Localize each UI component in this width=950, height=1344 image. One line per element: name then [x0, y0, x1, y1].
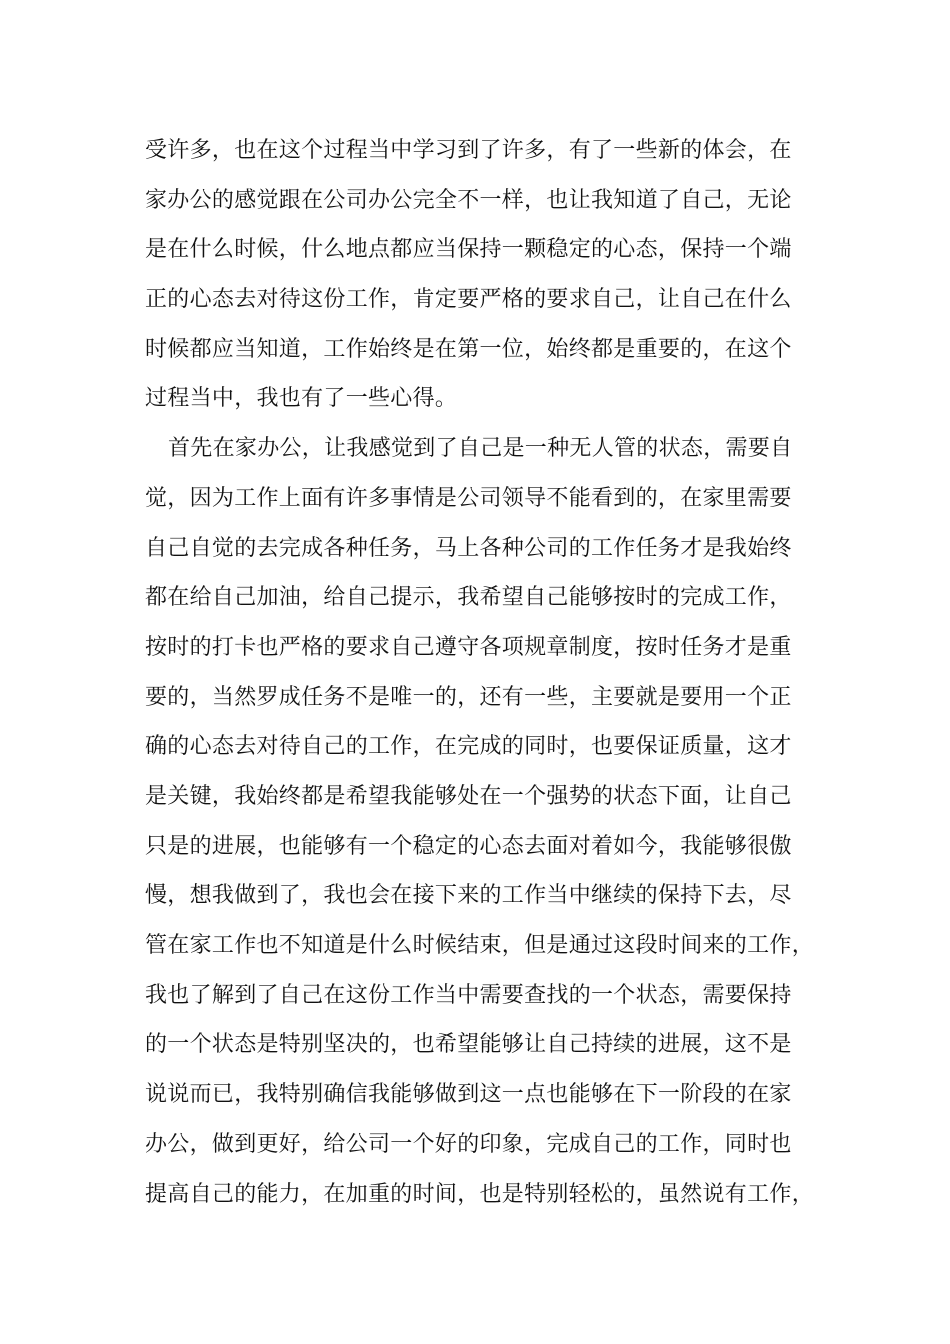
text-line-15: 只是的进展，也能够有一个稳定的心态去面对着如今，我能够很傲	[145, 834, 792, 859]
text-line-13: 确的心态去对待自己的工作，在完成的同时，也要保证质量，这才	[145, 734, 792, 759]
text-line-3: 是在什么时候，什么地点都应当保持一颗稳定的心态，保持一个端	[145, 237, 792, 262]
text-line-17: 管在家工作也不知道是什么时候结束，但是通过这段时间来的工作，	[145, 933, 815, 958]
text-line-4: 正的心态去对待这份工作，肯定要严格的要求自己，让自己在什么	[145, 287, 792, 312]
text-line-14: 是关键，我始终都是希望我能够处在一个强势的状态下面，让自己	[145, 784, 792, 809]
text-line-5: 时候都应当知道，工作始终是在第一位，始终都是重要的，在这个	[145, 337, 792, 362]
text-line-16: 慢，想我做到了，我也会在接下来的工作当中继续的保持下去，尽	[145, 883, 792, 908]
text-line-18: 我也了解到了自己在这份工作当中需要查找的一个状态，需要保持	[145, 983, 792, 1008]
text-line-8: 觉，因为工作上面有许多事情是公司领导不能看到的，在家里需要	[145, 486, 792, 511]
text-line-21: 办公，做到更好，给公司一个好的印象，完成自己的工作，同时也	[145, 1132, 792, 1157]
text-line-6: 过程当中，我也有了一些心得。	[145, 386, 458, 411]
text-line-2: 家办公的感觉跟在公司办公完全不一样，也让我知道了自己，无论	[145, 188, 792, 213]
text-line-1: 受许多，也在这个过程当中学习到了许多，有了一些新的体会，在	[145, 138, 792, 163]
text-line-7: 首先在家办公，让我感觉到了自己是一种无人管的状态，需要自	[168, 436, 793, 461]
text-line-10: 都在给自己加油，给自己提示，我希望自己能够按时的完成工作，	[145, 585, 792, 610]
text-line-11: 按时的打卡也严格的要求自己遵守各项规章制度，按时任务才是重	[145, 635, 792, 660]
text-line-9: 自己自觉的去完成各种任务，马上各种公司的工作任务才是我始终	[145, 536, 792, 561]
text-line-19: 的一个状态是特别坚决的，也希望能够让自己持续的进展，这不是	[145, 1032, 792, 1057]
text-line-22: 提高自己的能力，在加重的时间，也是特别轻松的，虽然说有工作，	[145, 1182, 815, 1207]
text-line-12: 要的，当然罗成任务不是唯一的，还有一些，主要就是要用一个正	[145, 685, 792, 710]
text-line-20: 说说而已，我特别确信我能够做到这一点也能够在下一阶段的在家	[145, 1082, 792, 1107]
